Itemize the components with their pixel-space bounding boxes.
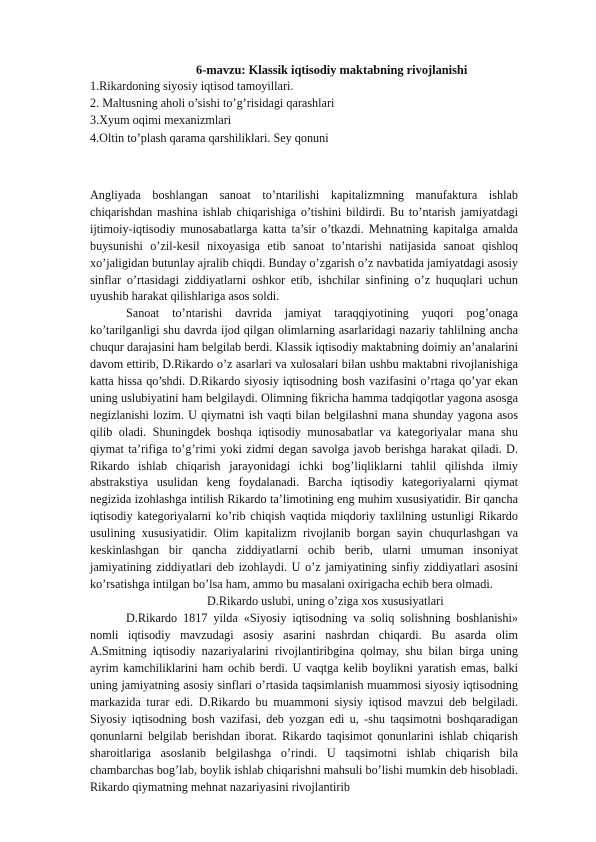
- outline-item: 1.Rikardoning siyosiy iqtisod tamoyillari.: [90, 79, 294, 93]
- outline-item: 4.Oltin to’plash qarama qarshiliklari. Sey qonuni: [90, 130, 329, 145]
- outline-item: 2. Maltusning aholi o’sishi to’g’risidagi qarashlari: [90, 96, 335, 111]
- paragraph: D.Rikardo 1817 yilda «Siyosiy iqtisodning va soliq solishning boshlanishi» nomli iqtisodiy mavzudagi asosiy asarini nashrdan chiqardi. Bu asarda olim A.Smitning iqtisodiy nazariyalarini rivojlantiribgina qolmay, shu bilan birga uning ayrim kamchiliklarini ham ochib berdi. U vaqtga kelib boylikni yaratish emas, balki uning jamiyatning asosiy sinflari o’rtasida taqsimlanish muammosi siyosiy iqtisodning markazida turar edi. D.Rikardo bu muammoni siysiy iqtisod mavzui deb belgiladi. Siyosiy iqtisodning bosh vazifasi, deb yozgan edi u, -shu taqsimotni boshqaradigan qonunlarni belgilab berishdan iborat. Rikardo taqisimot qonunlarini ishlab chiqarish sharoitlariga asoslanib belgilashga o’rindi. U taqsimotni ishlab chiqarish bila chambarchas bog’lab, boylik ishlab chiqarishni mahsuli bo’lishi mumkin deb hisobladi. Rikardo qiymatning mehnat nazariyasini rivojlantirib: [90, 610, 518, 794]
- page-title: 6-mavzu: Klassik iqtisodiy maktabning rivojlanishi: [196, 63, 468, 77]
- section-subheading: D.Rikardo uslubi, uning o’ziga xos xususiyatlari: [207, 593, 444, 608]
- document-body: [90, 187, 518, 796]
- paragraph: Sanoat to’ntarishi davrida jamiyat taraqqiyotining yuqori pog’onaga ko’tarilganligi shu davrda ijod qilgan olimlarning asarlaridagi nazariy tahlilning ancha chuqur darajasini ham belgilab berdi. Klassik iqtisodiy maktabning doimiy an’analarini davom ettirib, D.Rikardo o’z asarlari va xulosalari bilan ushbu maktabni rivojlanishiga katta hissa qo’shdi. D.Rikardo siyosiy iqtisodning bosh vazifasini o’rtaga qo’yar ekan uning uslubiyatini ham belgilaydi. Olimning fikricha hamma tadqiqotlar yagona asosga negizlanishi lozim. U qiymatni ish vaqti bilan belgilashni mana shunday yagona asos qilib oladi. Shuningdek boshqa iqtisodiy munosabatlar va kategoriyalar mana shu qiymat ta’rifiga to’g’rimi yoki zidmi degan savolga javob berishga harakat qiladi. D. Rikardo ishlab chiqarish jarayonidagi ichki bog’liqliklarni tahlil qilishda ilmiy abstrakstiya usulidan keng foydalanadi. Barcha iqtisodiy kategoriyalarni qiymat negizida izohlashga intilish Rikardo ta’limotining eng muhim xususiyatidir. Bir qancha iqtisodiy kategoriyalarni ko’rib chiqish vaqtida miqdoriy taxlilning ustunligi Rikardo usulining xususiyatidir. Olim kapitalizm rivojlanib borgan sayin chuqurlashgan va keskinlashgan bir qancha ziddiyatlarni ochib berib, ularni umuman insoniyat jamiyatining ziddiyatlari deb izohlaydi. U o’z jamiyatining sinfiy ziddiyatlari asosini ko’rsatishga intilgan bo’lsa ham, ammo bu masalani oxirigacha echib bera olmadi.: [90, 306, 518, 591]
- outline-list: [90, 78, 510, 147]
- outline-item: 3.Xyum oqimi mexanizmlari: [90, 113, 232, 128]
- paragraph: Angliyada boshlangan sanoat to’ntarilishi kapitalizmning manufaktura ishlab chiqarishdan mashina ishlab chiqarishiga o’tishini bildirdi. Bu to’ntarish jamiyatdagi ijtimoiy-iqtisodiy munosabatlarga katta ta’sir o’tkazdi. Mehnatning kapitalga amalda buysunishi o’zil-kesil nixoyasiga etib sanoat to’ntarishi natijasida sanoat qishloq xo’jaligidan butunlay ajralib chiqdi. Bunday o’zgarish o’z navbatida jamiyatdagi asosiy sinflar o’rtasidagi ziddiyatlarni oshkor etib, ishchilar sinfining o’z huquqlari uchun uyushib harakat qilishlariga asos soldi.: [90, 188, 518, 304]
